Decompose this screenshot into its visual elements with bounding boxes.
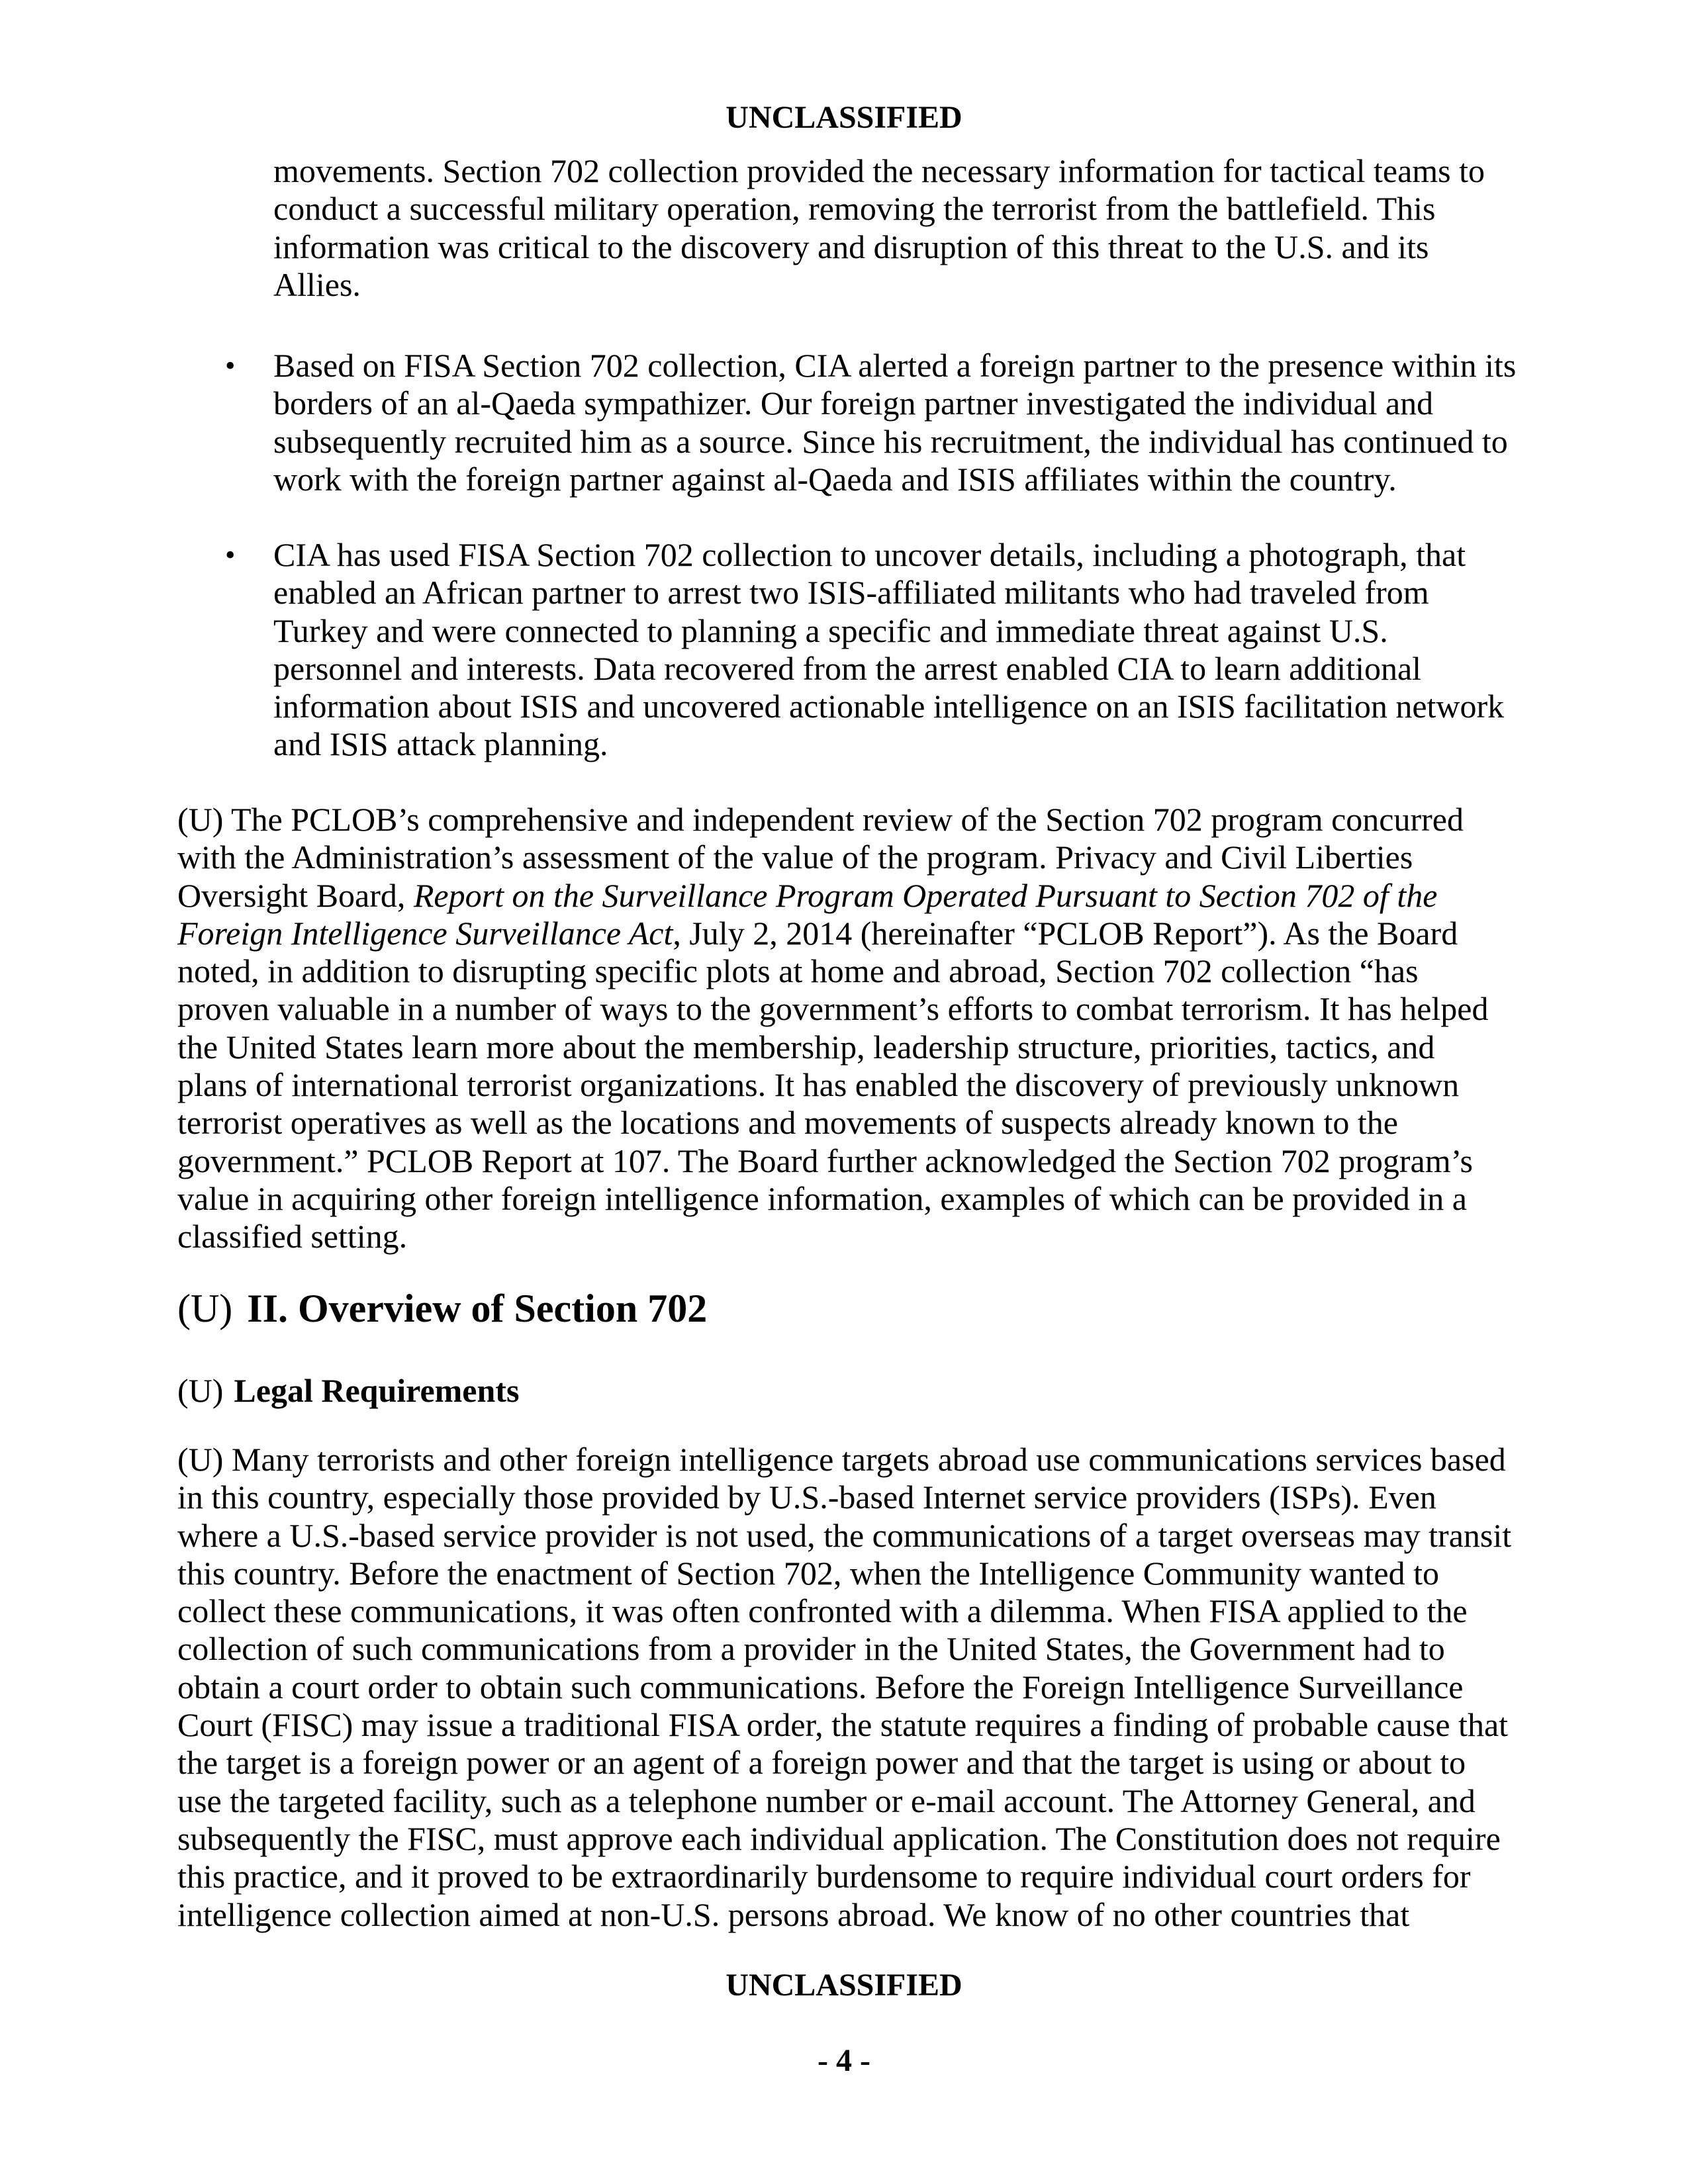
- text-line: [177, 877, 1488, 915]
- text-line: Turkey and were connected to planning a specific and immediate threat against U.S.: [273, 612, 1388, 649]
- text-line: use the targeted facility, such as a telephone number or e-mail account. The Attorney General, and: [177, 1782, 1476, 1819]
- pclob-paragraph: [177, 801, 1488, 1256]
- section-heading: [177, 1285, 707, 1332]
- report-title-citation: Report on the Surveillance Program Operated Pursuant to Section 702 of the: [413, 876, 1438, 914]
- text-line: information about ISIS and uncovered actionable intelligence on an ISIS facilitation network: [273, 688, 1505, 725]
- text-line: noted, in addition to disrupting specific plots at home and abroad, Section 702 collection “has: [177, 952, 1419, 990]
- text-line: subsequently recruited him as a source. Since his recruitment, the individual has continued to: [273, 422, 1508, 460]
- classification-tag: (U): [177, 1372, 224, 1409]
- text-line: terrorist operatives as well as the locations and movements of suspects already known to the: [177, 1104, 1398, 1142]
- legal-requirements-paragraph: [177, 1441, 1511, 1934]
- text-run: Oversight Board,: [177, 876, 414, 914]
- classification-tag: (U): [177, 1287, 233, 1330]
- text-line: this country. Before the enactment of Section 702, when the Intelligence Community wanted to: [177, 1554, 1439, 1592]
- text-line: information was critical to the discovery and disruption of this threat to the U.S. and its: [273, 228, 1429, 265]
- subsection-heading: [177, 1371, 519, 1410]
- text-line: this practice, and it proved to be extraordinarily burdensome to require individual court orders for: [177, 1858, 1471, 1895]
- bullet-text: [273, 536, 1504, 764]
- text-line: conduct a successful military operation, removing the terrorist from the battlefield. This: [273, 190, 1436, 228]
- text-line: the target is a foreign power or an agent of a foreign power and that the target is using or about to: [177, 1744, 1466, 1782]
- text-line: plans of international terrorist organizations. It has enabled the discovery of previously unknown: [177, 1066, 1460, 1104]
- classification-footer: UNCLASSIFIED: [726, 1968, 962, 2003]
- text-line: (U) The PCLOB’s comprehensive and independent review of the Section 702 program concurred: [177, 801, 1464, 838]
- text-line: borders of an al-Qaeda sympathizer. Our foreign partner investigated the individual and: [273, 385, 1434, 422]
- classification-header: UNCLASSIFIED: [726, 100, 962, 135]
- act-title-citation: Foreign Intelligence Surveillance Act: [177, 914, 673, 952]
- text-line: collect these communications, it was often confronted with a dilemma. When FISA applied to the: [177, 1592, 1468, 1630]
- text-line: enabled an African partner to arrest two ISIS-affiliated militants who had traveled from: [273, 574, 1429, 612]
- continued-bullet-text: [273, 152, 1485, 304]
- text-line: proven valuable in a number of ways to the government’s efforts to combat terrorism. It has helped: [177, 990, 1489, 1028]
- bullet-text: [273, 347, 1516, 498]
- text-line: subsequently the FISC, must approve each individual application. The Constitution does not require: [177, 1819, 1501, 1857]
- text-line: government.” PCLOB Report at 107. The Board further acknowledged the Section 702 program’s: [177, 1142, 1473, 1179]
- text-line: classified setting.: [177, 1218, 408, 1255]
- text-line: work with the foreign partner against al-Qaeda and ISIS affiliates within the country.: [273, 460, 1397, 498]
- text-run: , July 2, 2014 (hereinafter “PCLOB Report”). As the Board: [673, 914, 1458, 952]
- text-line: Court (FISC) may issue a traditional FISA order, the statute requires a finding of probable cause that: [177, 1706, 1509, 1744]
- text-line: (U) Many terrorists and other foreign intelligence targets abroad use communications services based: [177, 1441, 1506, 1478]
- bullet-icon: •: [225, 539, 236, 571]
- text-line: movements. Section 702 collection provided the necessary information for tactical teams to: [273, 152, 1485, 189]
- section-title: II. Overview of Section 702: [247, 1287, 708, 1330]
- text-line: in this country, especially those provided by U.S.-based Internet service providers (ISPs). Even: [177, 1479, 1436, 1516]
- text-line: with the Administration’s assessment of the value of the program. Privacy and Civil Liberties: [177, 839, 1413, 876]
- text-line: Allies.: [273, 265, 361, 303]
- text-line: Based on FISA Section 702 collection, CIA alerted a foreign partner to the presence within its: [273, 347, 1517, 384]
- text-line: intelligence collection aimed at non-U.S. persons abroad. We know of no other countries that: [177, 1895, 1410, 1933]
- text-line: collection of such communications from a provider in the United States, the Government had to: [177, 1630, 1445, 1668]
- subsection-title: Legal Requirements: [234, 1372, 520, 1409]
- text-line: value in acquiring other foreign intelligence information, examples of which can be provided in a: [177, 1179, 1467, 1217]
- text-line: obtain a court order to obtain such communications. Before the Foreign Intelligence Surveillance: [177, 1668, 1464, 1706]
- page-number: - 4 -: [818, 2043, 870, 2078]
- text-line: personnel and interests. Data recovered from the arrest enabled CIA to learn additional: [273, 649, 1422, 687]
- text-line: where a U.S.-based service provider is not used, the communications of a target overseas may transit: [177, 1516, 1512, 1554]
- bullet-icon: •: [225, 349, 236, 382]
- text-line: CIA has used FISA Section 702 collection to uncover details, including a photograph, that: [273, 536, 1466, 573]
- text-line: the United States learn more about the membership, leadership structure, priorities, tactics, and: [177, 1028, 1435, 1066]
- text-line: [177, 915, 1488, 952]
- text-line: and ISIS attack planning.: [273, 725, 608, 763]
